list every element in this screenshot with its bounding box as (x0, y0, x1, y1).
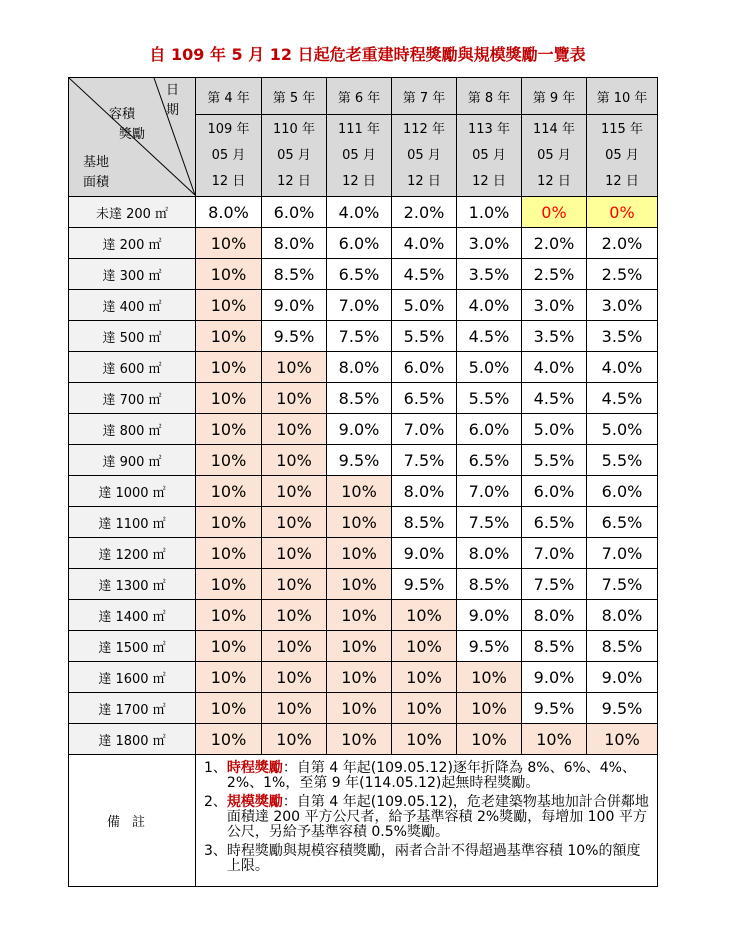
corner-area-label: 面積 (83, 175, 110, 190)
bonus-value-cell: 9.5% (327, 445, 392, 476)
column-date-day: 12 日 (211, 173, 246, 189)
row-area-label: 達 1700 ㎡ (69, 693, 196, 724)
table-row (69, 228, 658, 259)
bonus-value-cell: 7.0% (457, 476, 522, 507)
column-date-roc-year: 112 年 (403, 121, 445, 137)
table-row (69, 538, 658, 569)
bonus-value-cell: 10% (196, 228, 262, 259)
bonus-value-cell: 10% (587, 724, 658, 755)
column-date-roc-year: 111 年 (338, 121, 380, 137)
bonus-value-cell: 0% (522, 197, 587, 228)
bonus-value-cell: 6.5% (392, 383, 457, 414)
table-row (69, 383, 658, 414)
column-date-header (262, 115, 327, 197)
corner-date-label-1: 日 (166, 83, 180, 98)
bonus-value-cell: 10% (392, 724, 457, 755)
notes-cell (196, 755, 658, 887)
corner-volume-label: 容積 (109, 107, 136, 122)
bonus-value-cell: 7.5% (587, 569, 658, 600)
bonus-value-cell: 8.0% (587, 600, 658, 631)
column-date-header (457, 115, 522, 197)
bonus-value-cell: 2.5% (522, 259, 587, 290)
bonus-value-cell: 10% (392, 600, 457, 631)
row-area-label: 達 1500 ㎡ (69, 631, 196, 662)
bonus-value-cell: 9.0% (457, 600, 522, 631)
bonus-value-cell: 8.5% (457, 569, 522, 600)
table-row (69, 662, 658, 693)
bonus-value-cell: 10% (196, 383, 262, 414)
bonus-value-cell: 10% (327, 507, 392, 538)
bonus-value-cell: 10% (262, 538, 327, 569)
bonus-value-cell: 10% (196, 662, 262, 693)
bonus-value-cell: 7.5% (392, 445, 457, 476)
bonus-value-cell: 6.0% (327, 228, 392, 259)
column-date-day: 12 日 (472, 173, 506, 189)
bonus-value-cell: 6.5% (587, 507, 658, 538)
bonus-value-cell: 7.0% (522, 538, 587, 569)
bonus-value-cell: 6.5% (522, 507, 587, 538)
bonus-value-cell: 10% (457, 693, 522, 724)
corner-site-label: 基地 (83, 155, 110, 170)
table-row (69, 631, 658, 662)
column-date-day: 12 日 (605, 173, 639, 189)
corner-bonus-label: 獎勵 (119, 127, 146, 142)
bonus-value-cell: 8.5% (522, 631, 587, 662)
bonus-value-cell: 10% (327, 693, 392, 724)
bonus-value-cell: 9.5% (522, 693, 587, 724)
bonus-value-cell: 10% (196, 414, 262, 445)
row-area-label: 達 1300 ㎡ (69, 569, 196, 600)
column-date-month: 05 月 (277, 147, 311, 163)
bonus-value-cell: 8.5% (262, 259, 327, 290)
table-row (69, 600, 658, 631)
bonus-value-cell: 3.5% (457, 259, 522, 290)
bonus-value-cell: 10% (196, 693, 262, 724)
bonus-value-cell: 10% (196, 321, 262, 352)
bonus-value-cell: 10% (262, 445, 327, 476)
bonus-value-cell: 10% (196, 507, 262, 538)
bonus-value-cell: 5.5% (457, 383, 522, 414)
bonus-value-cell: 4.0% (457, 290, 522, 321)
bonus-value-cell: 3.0% (457, 228, 522, 259)
bonus-value-cell: 6.0% (262, 197, 327, 228)
bonus-value-cell: 10% (196, 600, 262, 631)
bonus-value-cell: 5.0% (392, 290, 457, 321)
bonus-value-cell: 10% (327, 724, 392, 755)
row-area-label: 達 300 ㎡ (69, 259, 196, 290)
bonus-value-cell: 10% (196, 631, 262, 662)
bonus-value-cell: 6.0% (392, 352, 457, 383)
row-area-label: 達 700 ㎡ (69, 383, 196, 414)
bonus-value-cell: 10% (327, 600, 392, 631)
column-date-roc-year: 113 年 (468, 121, 510, 137)
column-year-header: 第 6 年 (327, 78, 392, 115)
row-area-label: 達 1000 ㎡ (69, 476, 196, 507)
bonus-value-cell: 4.5% (522, 383, 587, 414)
row-area-label: 達 1100 ㎡ (69, 507, 196, 538)
bonus-value-cell: 6.0% (457, 414, 522, 445)
note-highlight: 規模獎勵 (226, 794, 283, 810)
bonus-value-cell: 4.5% (587, 383, 658, 414)
column-date-month: 05 月 (211, 147, 246, 163)
note-item (204, 844, 649, 874)
column-date-day: 12 日 (277, 173, 311, 189)
note-item (204, 795, 649, 840)
bonus-value-cell: 10% (457, 724, 522, 755)
bonus-value-cell: 9.5% (262, 321, 327, 352)
note-number: 3、 (204, 843, 227, 859)
bonus-value-cell: 5.0% (522, 414, 587, 445)
bonus-value-cell: 8.0% (327, 352, 392, 383)
row-area-label: 達 1400 ㎡ (69, 600, 196, 631)
bonus-value-cell: 8.0% (196, 197, 262, 228)
row-area-label: 達 1200 ㎡ (69, 538, 196, 569)
bonus-value-cell: 6.5% (457, 445, 522, 476)
bonus-value-cell: 4.5% (392, 259, 457, 290)
bonus-value-cell: 7.5% (327, 321, 392, 352)
bonus-value-cell: 10% (196, 724, 262, 755)
bonus-value-cell: 10% (262, 476, 327, 507)
table-row (69, 414, 658, 445)
bonus-value-cell: 10% (262, 352, 327, 383)
table-row (69, 352, 658, 383)
bonus-value-cell: 9.5% (457, 631, 522, 662)
row-area-label: 達 500 ㎡ (69, 321, 196, 352)
table-row (69, 476, 658, 507)
bonus-value-cell: 10% (262, 631, 327, 662)
bonus-value-cell: 4.5% (457, 321, 522, 352)
column-date-month: 05 月 (537, 147, 571, 163)
row-area-label: 達 800 ㎡ (69, 414, 196, 445)
bonus-value-cell: 10% (196, 259, 262, 290)
bonus-value-cell: 5.5% (587, 445, 658, 476)
bonus-value-cell: 4.0% (327, 197, 392, 228)
bonus-value-cell: 9.0% (522, 662, 587, 693)
note-text: ：自第 4 年起(109.05.12)，危老建築物基地加計合併鄰地面積達 200 平方公尺者，給予基準容積 2%獎勵，每增加 100 平方公尺，另給予基準容積 0.5%獎勵。 (226, 794, 649, 840)
bonus-value-cell: 6.0% (587, 476, 658, 507)
bonus-value-cell: 10% (262, 507, 327, 538)
bonus-value-cell: 10% (522, 724, 587, 755)
bonus-value-cell: 10% (262, 693, 327, 724)
column-date-header (327, 115, 392, 197)
bonus-value-cell: 5.5% (522, 445, 587, 476)
note-highlight: 時程獎勵 (226, 760, 283, 776)
bonus-value-cell: 10% (196, 538, 262, 569)
bonus-value-cell: 9.5% (392, 569, 457, 600)
bonus-value-cell: 5.0% (587, 414, 658, 445)
bonus-value-cell: 10% (262, 569, 327, 600)
page-title: 自 109 年 5 月 12 日起危老重建時程獎勵與規模獎勵一覽表 (149, 45, 586, 64)
table-row (69, 507, 658, 538)
bonus-value-cell: 10% (196, 445, 262, 476)
table-row (69, 259, 658, 290)
bonus-value-cell: 10% (327, 538, 392, 569)
bonus-value-cell: 10% (392, 631, 457, 662)
column-date-month: 05 月 (605, 147, 639, 163)
column-date-roc-year: 115 年 (601, 121, 643, 137)
column-date-roc-year: 110 年 (273, 121, 315, 137)
column-year-header: 第 10 年 (587, 78, 658, 115)
column-date-header (522, 115, 587, 197)
bonus-value-cell: 10% (262, 414, 327, 445)
bonus-value-cell: 9.0% (587, 662, 658, 693)
bonus-table (68, 77, 658, 887)
column-date-month: 05 月 (342, 147, 376, 163)
bonus-value-cell: 6.5% (327, 259, 392, 290)
table-row (69, 321, 658, 352)
note-number: 1、 (204, 760, 227, 776)
bonus-value-cell: 5.5% (392, 321, 457, 352)
table-row (69, 693, 658, 724)
bonus-value-cell: 10% (262, 724, 327, 755)
column-date-day: 12 日 (537, 173, 571, 189)
bonus-value-cell: 10% (392, 693, 457, 724)
note-body (227, 795, 649, 840)
column-year-header: 第 7 年 (392, 78, 457, 115)
table-row (69, 569, 658, 600)
bonus-value-cell: 10% (327, 476, 392, 507)
bonus-value-cell: 9.5% (587, 693, 658, 724)
bonus-value-cell: 10% (262, 662, 327, 693)
column-date-header (587, 115, 658, 197)
bonus-value-cell: 8.0% (457, 538, 522, 569)
column-date-header (196, 115, 262, 197)
column-date-month: 05 月 (407, 147, 441, 163)
bonus-value-cell: 10% (327, 631, 392, 662)
bonus-value-cell: 4.0% (522, 352, 587, 383)
column-date-day: 12 日 (342, 173, 376, 189)
row-area-label: 達 400 ㎡ (69, 290, 196, 321)
bonus-value-cell: 3.5% (587, 321, 658, 352)
column-year-header: 第 9 年 (522, 78, 587, 115)
bonus-value-cell: 2.5% (587, 259, 658, 290)
note-number: 2、 (204, 794, 227, 810)
bonus-value-cell: 3.0% (522, 290, 587, 321)
row-area-label: 達 200 ㎡ (69, 228, 196, 259)
note-item (204, 761, 649, 791)
bonus-value-cell: 4.0% (587, 352, 658, 383)
notes-label-cell (69, 755, 196, 887)
bonus-value-cell: 9.0% (392, 538, 457, 569)
bonus-value-cell: 7.0% (587, 538, 658, 569)
bonus-value-cell: 0% (587, 197, 658, 228)
notes-label: 備註 (106, 815, 157, 830)
column-date-month: 05 月 (472, 147, 506, 163)
column-date-header (392, 115, 457, 197)
bonus-value-cell: 7.0% (392, 414, 457, 445)
bonus-value-cell: 10% (196, 569, 262, 600)
row-area-label: 達 1800 ㎡ (69, 724, 196, 755)
bonus-value-cell: 8.0% (522, 600, 587, 631)
column-year-header: 第 8 年 (457, 78, 522, 115)
bonus-value-cell: 8.0% (262, 228, 327, 259)
bonus-value-cell: 10% (327, 569, 392, 600)
bonus-value-cell: 10% (327, 662, 392, 693)
table-corner-header (69, 78, 196, 197)
bonus-value-cell: 10% (457, 662, 522, 693)
bonus-value-cell: 5.0% (457, 352, 522, 383)
table-row (69, 724, 658, 755)
note-body (227, 761, 649, 791)
bonus-value-cell: 7.5% (522, 569, 587, 600)
bonus-value-cell: 2.0% (392, 197, 457, 228)
bonus-value-cell: 10% (196, 290, 262, 321)
corner-date-label-2: 期 (166, 103, 180, 118)
bonus-value-cell: 9.0% (327, 414, 392, 445)
row-area-label: 達 900 ㎡ (69, 445, 196, 476)
bonus-value-cell: 9.0% (262, 290, 327, 321)
row-area-label: 達 600 ㎡ (69, 352, 196, 383)
note-text: 時程獎勵與規模容積獎勵，兩者合計不得超過基準容積 10%的額度上限。 (226, 843, 641, 874)
table-row (69, 290, 658, 321)
bonus-value-cell: 8.5% (327, 383, 392, 414)
table-row (69, 197, 658, 228)
column-date-roc-year: 109 年 (207, 121, 250, 137)
bonus-value-cell: 8.0% (392, 476, 457, 507)
bonus-value-cell: 7.0% (327, 290, 392, 321)
bonus-value-cell: 10% (262, 600, 327, 631)
column-year-header: 第 4 年 (196, 78, 262, 115)
bonus-value-cell: 8.5% (587, 631, 658, 662)
bonus-value-cell: 7.5% (457, 507, 522, 538)
bonus-value-cell: 10% (392, 662, 457, 693)
bonus-value-cell: 6.0% (522, 476, 587, 507)
row-area-label: 達 1600 ㎡ (69, 662, 196, 693)
bonus-value-cell: 3.0% (587, 290, 658, 321)
note-text: ：自第 4 年起(109.05.12)逐年折降為 8%、6%、4%、2%、1%，至第 9 年(114.05.12)起無時程獎勵。 (226, 760, 636, 791)
row-area-label: 未達 200 ㎡ (69, 197, 196, 228)
bonus-value-cell: 2.0% (522, 228, 587, 259)
column-date-roc-year: 114 年 (533, 121, 575, 137)
bonus-value-cell: 2.0% (587, 228, 658, 259)
column-date-day: 12 日 (407, 173, 441, 189)
bonus-value-cell: 3.5% (522, 321, 587, 352)
bonus-value-cell: 10% (196, 352, 262, 383)
column-year-header: 第 5 年 (262, 78, 327, 115)
bonus-value-cell: 1.0% (457, 197, 522, 228)
bonus-value-cell: 8.5% (392, 507, 457, 538)
bonus-value-cell: 4.0% (392, 228, 457, 259)
table-row (69, 445, 658, 476)
note-body (227, 844, 649, 874)
bonus-value-cell: 10% (196, 476, 262, 507)
bonus-value-cell: 10% (262, 383, 327, 414)
